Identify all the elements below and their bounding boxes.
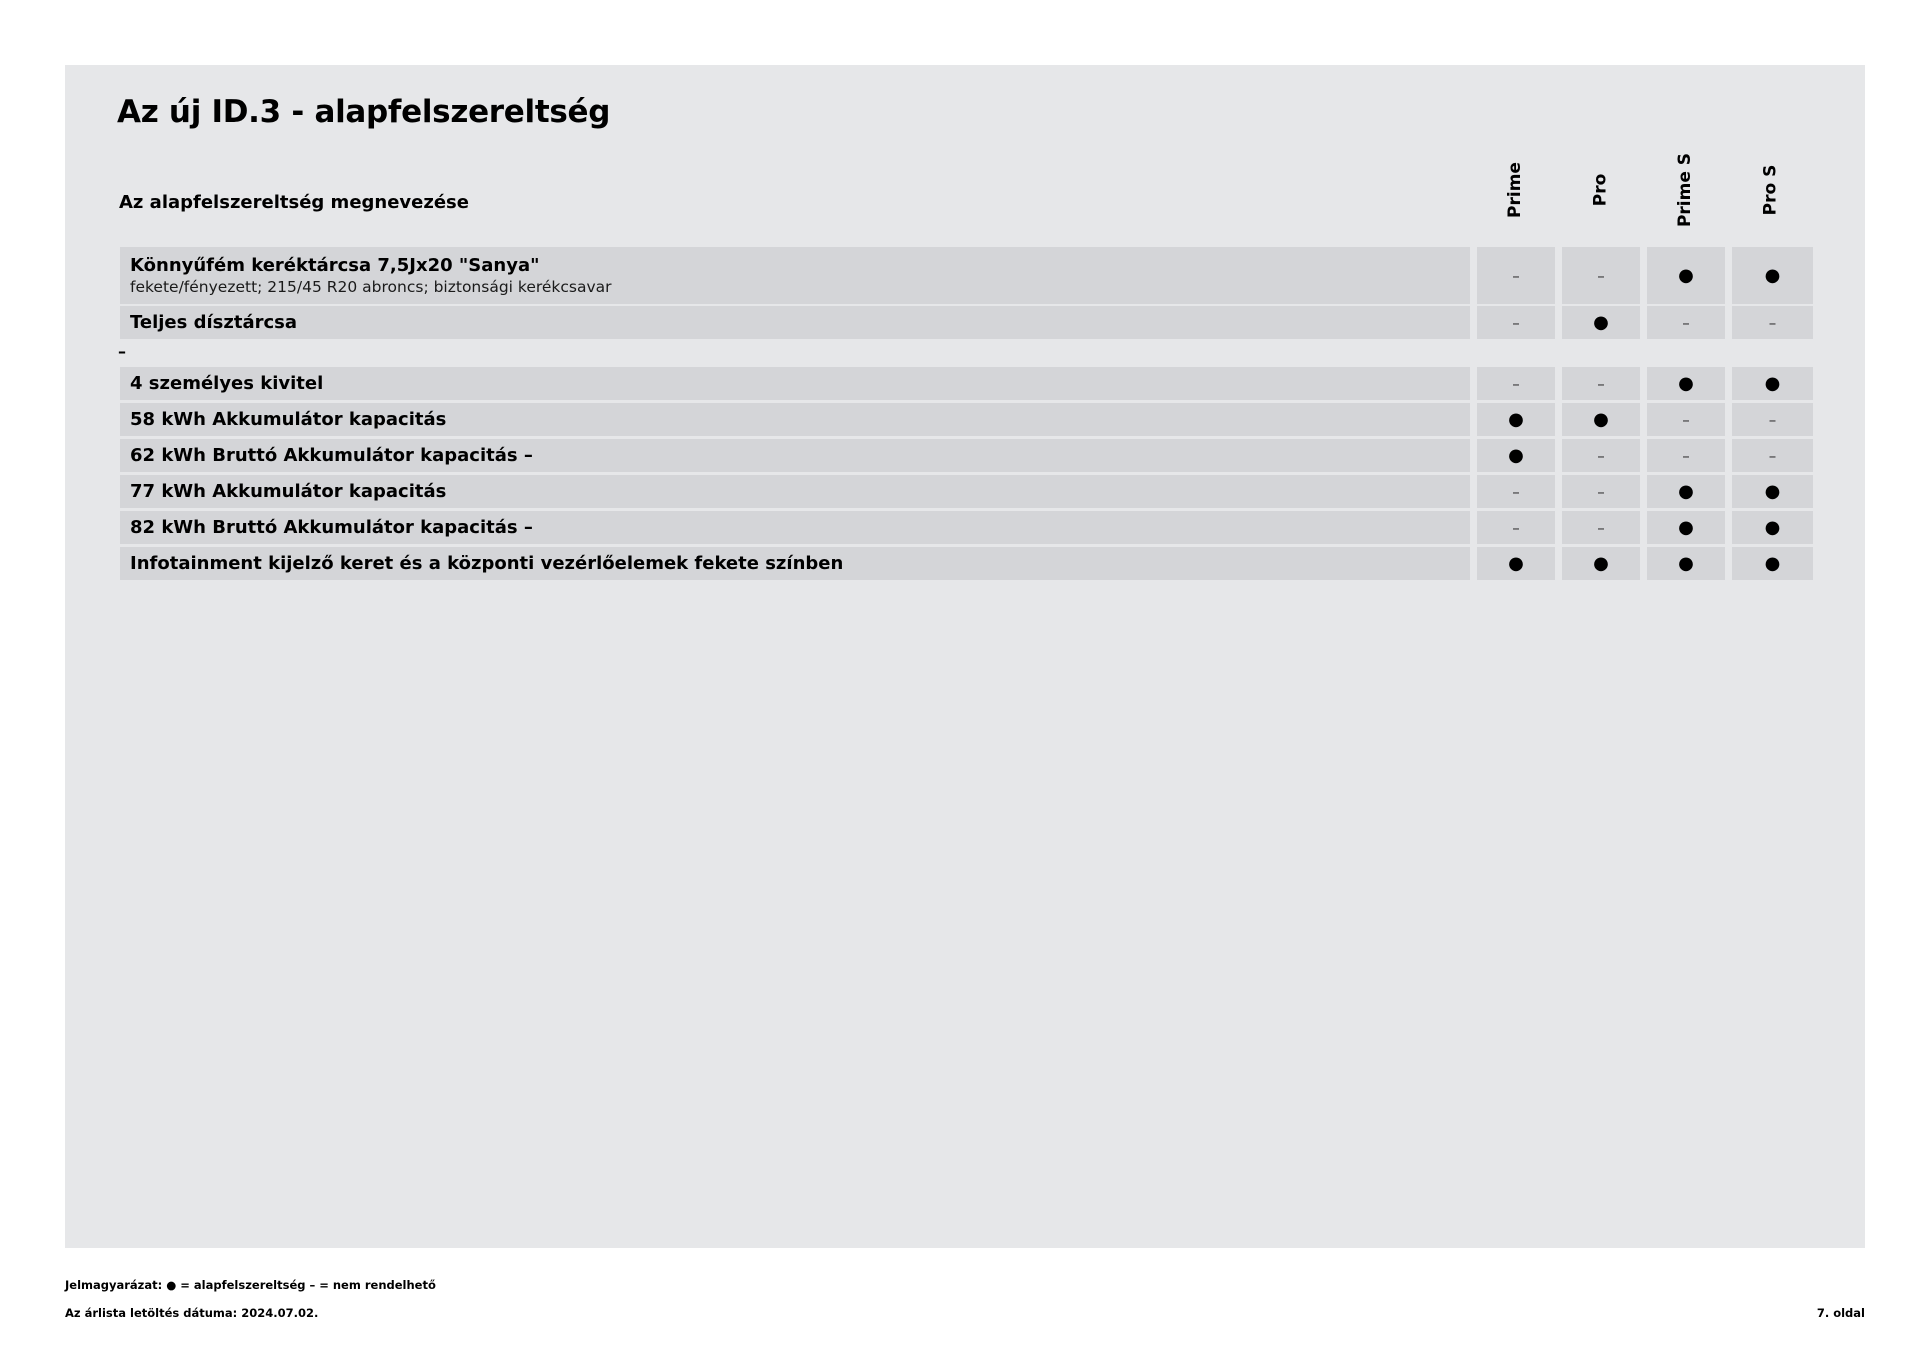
group-separator: – xyxy=(118,342,126,361)
availability-mark-prime-s: ● xyxy=(1647,475,1725,508)
availability-mark-pro: – xyxy=(1562,439,1640,472)
availability-mark-pro-s: ● xyxy=(1732,475,1813,508)
availability-mark-pro-s: ● xyxy=(1732,247,1813,304)
feature-name: 77 kWh Akkumulátor kapacitás xyxy=(130,480,447,502)
feature-column-header: Az alapfelszereltség megnevezése xyxy=(119,192,469,213)
feature-name-cell xyxy=(120,511,1470,544)
feature-name-cell xyxy=(120,367,1470,400)
availability-mark-pro: ● xyxy=(1562,547,1640,580)
availability-mark-pro-s: – xyxy=(1732,306,1813,339)
trim-header-pro-s: Pro S xyxy=(1760,164,1780,216)
availability-mark-pro: – xyxy=(1562,511,1640,544)
availability-mark-prime: – xyxy=(1477,247,1555,304)
table-row xyxy=(0,475,1920,508)
availability-mark-pro: – xyxy=(1562,367,1640,400)
feature-name-cell xyxy=(120,403,1470,436)
availability-mark-prime-s: ● xyxy=(1647,547,1725,580)
availability-mark-prime-s: ● xyxy=(1647,367,1725,400)
table-row xyxy=(0,439,1920,472)
availability-mark-pro: – xyxy=(1562,475,1640,508)
table-row xyxy=(0,367,1920,400)
table-row xyxy=(0,511,1920,544)
availability-mark-prime: – xyxy=(1477,511,1555,544)
availability-mark-prime-s: – xyxy=(1647,306,1725,339)
availability-mark-prime: ● xyxy=(1477,439,1555,472)
availability-mark-prime-s: ● xyxy=(1647,511,1725,544)
feature-name: 58 kWh Akkumulátor kapacitás xyxy=(130,408,447,430)
legend: Jelmagyarázat: ● = alapfelszereltség – = nem rendelhető xyxy=(65,1278,436,1292)
feature-name-cell xyxy=(120,306,1470,339)
trim-header-prime-s: Prime S xyxy=(1674,152,1695,228)
availability-mark-pro-s: – xyxy=(1732,439,1813,472)
feature-name: Könnyűfém keréktárcsa 7,5Jx20 "Sanya" xyxy=(130,254,540,276)
availability-mark-prime-s: – xyxy=(1647,439,1725,472)
feature-name: 62 kWh Bruttó Akkumulátor kapacitás – xyxy=(130,444,533,466)
availability-mark-pro-s: – xyxy=(1732,403,1813,436)
availability-mark-prime: ● xyxy=(1477,547,1555,580)
table-row xyxy=(0,247,1920,304)
availability-mark-pro: – xyxy=(1562,247,1640,304)
availability-mark-prime-s: ● xyxy=(1647,247,1725,304)
page-number: 7. oldal xyxy=(1816,1306,1865,1320)
feature-name-cell xyxy=(120,247,1470,304)
trim-header-pro: Pro xyxy=(1590,173,1610,207)
availability-mark-pro-s: ● xyxy=(1732,367,1813,400)
feature-description: fekete/fényezett; 215/45 R20 abroncs; biztonsági kerékcsavar xyxy=(130,277,612,296)
table-row xyxy=(0,403,1920,436)
availability-mark-pro-s: ● xyxy=(1732,547,1813,580)
table-row xyxy=(0,547,1920,580)
feature-name-cell xyxy=(120,547,1470,580)
availability-mark-pro: ● xyxy=(1562,306,1640,339)
page-title: Az új ID.3 - alapfelszereltség xyxy=(117,94,611,130)
feature-name: Teljes dísztárcsa xyxy=(130,311,298,333)
feature-name: 4 személyes kivitel xyxy=(130,372,324,394)
availability-mark-prime: – xyxy=(1477,475,1555,508)
download-date: Az árlista letöltés dátuma: 2024.07.02. xyxy=(65,1306,319,1320)
feature-name: 82 kWh Bruttó Akkumulátor kapacitás – xyxy=(130,516,533,538)
content-panel xyxy=(65,65,1865,1248)
availability-mark-prime: – xyxy=(1477,306,1555,339)
feature-name-cell xyxy=(120,439,1470,472)
availability-mark-prime: – xyxy=(1477,367,1555,400)
table-row xyxy=(0,306,1920,339)
feature-name: Infotainment kijelző keret és a központi vezérlőelemek fekete színben xyxy=(130,552,844,574)
trim-header-prime: Prime xyxy=(1504,162,1525,218)
availability-mark-prime-s: – xyxy=(1647,403,1725,436)
feature-name-cell xyxy=(120,475,1470,508)
availability-mark-pro-s: ● xyxy=(1732,511,1813,544)
availability-mark-prime: ● xyxy=(1477,403,1555,436)
availability-mark-pro: ● xyxy=(1562,403,1640,436)
